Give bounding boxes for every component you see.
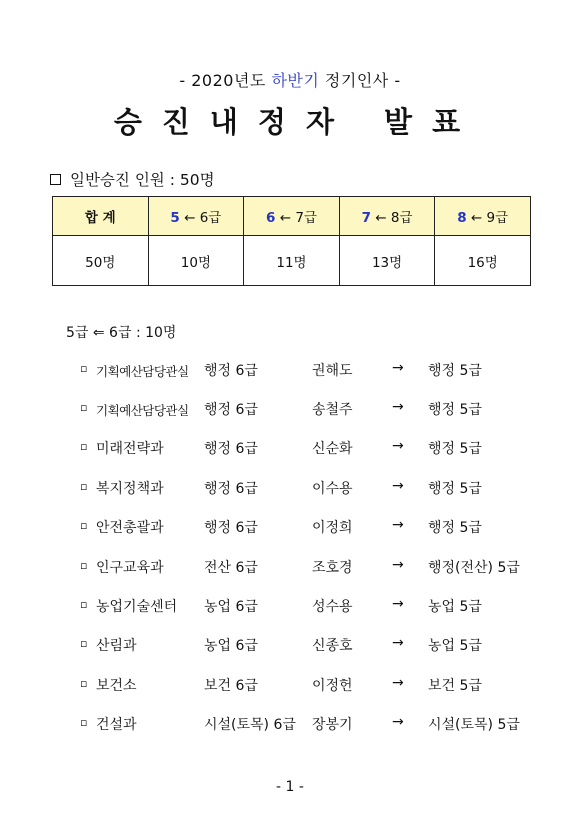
new-position: 행정 5급 — [428, 441, 482, 457]
person-name: 조호경 — [312, 560, 353, 576]
summary-header-row — [53, 197, 531, 236]
page-number: - 1 - — [276, 779, 304, 795]
header-grade-7-num: 7 — [361, 210, 372, 226]
new-position: 시설(토목) 5급 — [428, 717, 520, 733]
person-name: 이정희 — [312, 520, 353, 536]
arrow-right-icon: → — [392, 596, 404, 612]
arrow-right-icon: → — [392, 399, 404, 415]
current-position: 시설(토목) 6급 — [204, 717, 296, 733]
current-position: 농업 6급 — [204, 599, 258, 615]
subtitle-prefix: - 2020년도 — [179, 71, 272, 90]
new-position: 농업 5급 — [428, 599, 482, 615]
subtitle-suffix: 정기인사 - — [319, 71, 401, 90]
new-position: 행정 5급 — [428, 481, 482, 497]
current-position: 전산 6급 — [204, 560, 258, 576]
value-grade-5: 10명 — [148, 236, 244, 286]
header-grade-8-num: 8 — [457, 210, 467, 226]
department: 미래전략과 — [96, 441, 164, 457]
person-name: 송철주 — [312, 402, 353, 418]
person-name: 권해도 — [312, 363, 353, 379]
header-grade-7-rest: ← 8급 — [371, 210, 413, 226]
current-position: 행정 6급 — [204, 363, 258, 379]
arrow-right-icon: → — [392, 438, 404, 454]
current-position: 행정 6급 — [204, 481, 258, 497]
header-grade-8 — [435, 197, 531, 236]
bullet-icon: ▫ — [80, 637, 88, 650]
current-position: 농업 6급 — [204, 638, 258, 654]
bullet-icon: ▫ — [80, 598, 88, 611]
new-position: 행정(전산) 5급 — [428, 560, 520, 576]
department: 건설과 — [96, 717, 137, 733]
value-grade-6: 11명 — [244, 236, 340, 286]
person-name: 성수용 — [312, 599, 353, 615]
header-grade-6 — [244, 197, 340, 236]
subtitle-accent: 하반기 — [271, 71, 320, 90]
header-grade-6-rest: ← 7급 — [275, 210, 317, 226]
new-position: 보건 5급 — [428, 678, 482, 694]
bullet-icon: ▫ — [80, 677, 88, 690]
list-item — [80, 712, 550, 736]
bullet-icon: ▫ — [80, 559, 88, 572]
document-subtitle — [0, 68, 580, 91]
header-grade-5-num: 5 — [170, 210, 180, 226]
department: 기획예산담당관실 — [96, 403, 189, 418]
list-item — [80, 476, 550, 500]
bullet-icon: ▫ — [80, 716, 88, 729]
current-position: 보건 6급 — [204, 678, 258, 694]
person-name: 신순화 — [312, 441, 353, 457]
list-item — [80, 555, 550, 579]
header-grade-5-rest: ← 6급 — [179, 210, 222, 226]
department: 농업기술센터 — [96, 599, 178, 615]
list-item — [80, 358, 550, 382]
header-grade-5 — [148, 197, 244, 236]
header-grade-8-rest: ← 9급 — [466, 210, 509, 226]
current-position: 행정 6급 — [204, 520, 258, 536]
department: 안전총괄과 — [96, 520, 164, 536]
promotion-summary-table — [52, 196, 531, 286]
new-position: 행정 5급 — [428, 363, 482, 379]
arrow-right-icon: → — [392, 635, 404, 651]
bullet-icon: ▫ — [80, 519, 88, 532]
value-total: 50명 — [53, 236, 149, 286]
person-name: 이정헌 — [312, 678, 353, 694]
arrow-right-icon: → — [392, 478, 404, 494]
list-item — [80, 515, 550, 539]
arrow-right-icon: → — [392, 517, 404, 533]
person-name: 장봉기 — [312, 717, 353, 733]
list-item — [80, 397, 550, 421]
header-grade-6-num: 6 — [266, 210, 276, 226]
list-item — [80, 633, 550, 657]
current-position: 행정 6급 — [204, 402, 258, 418]
bullet-icon: ▫ — [80, 440, 88, 453]
arrow-right-icon: → — [392, 675, 404, 691]
header-total: 합 계 — [53, 197, 149, 236]
list-item — [80, 436, 550, 460]
arrow-right-icon: → — [392, 714, 404, 730]
arrow-right-icon: → — [392, 360, 404, 376]
list-item — [80, 594, 550, 618]
value-grade-8: 16명 — [435, 236, 531, 286]
document-title: 승진내정자 발표 — [113, 105, 481, 139]
department: 기획예산담당관실 — [96, 364, 189, 379]
section-heading-text: 일반승진 인원 : 50명 — [70, 171, 215, 189]
new-position: 농업 5급 — [428, 638, 482, 654]
bullet-icon: ▫ — [80, 401, 88, 414]
list-item — [80, 673, 550, 697]
department: 복지정책과 — [96, 481, 164, 497]
person-name: 신종호 — [312, 638, 353, 654]
bullet-icon: ▫ — [80, 480, 88, 493]
empty-square-icon — [50, 174, 61, 185]
value-grade-7: 13명 — [339, 236, 435, 286]
department: 보건소 — [96, 678, 137, 694]
department: 산림과 — [96, 638, 137, 654]
new-position: 행정 5급 — [428, 402, 482, 418]
person-name: 이수용 — [312, 481, 353, 497]
header-grade-7 — [339, 197, 435, 236]
bullet-icon: ▫ — [80, 362, 88, 375]
summary-value-row — [53, 236, 531, 286]
promotion-list-heading: 5급 ⇐ 6급 : 10명 — [66, 325, 177, 341]
new-position: 행정 5급 — [428, 520, 482, 536]
current-position: 행정 6급 — [204, 441, 258, 457]
department: 인구교육과 — [96, 560, 164, 576]
section-heading — [50, 168, 215, 190]
arrow-right-icon: → — [392, 557, 404, 573]
